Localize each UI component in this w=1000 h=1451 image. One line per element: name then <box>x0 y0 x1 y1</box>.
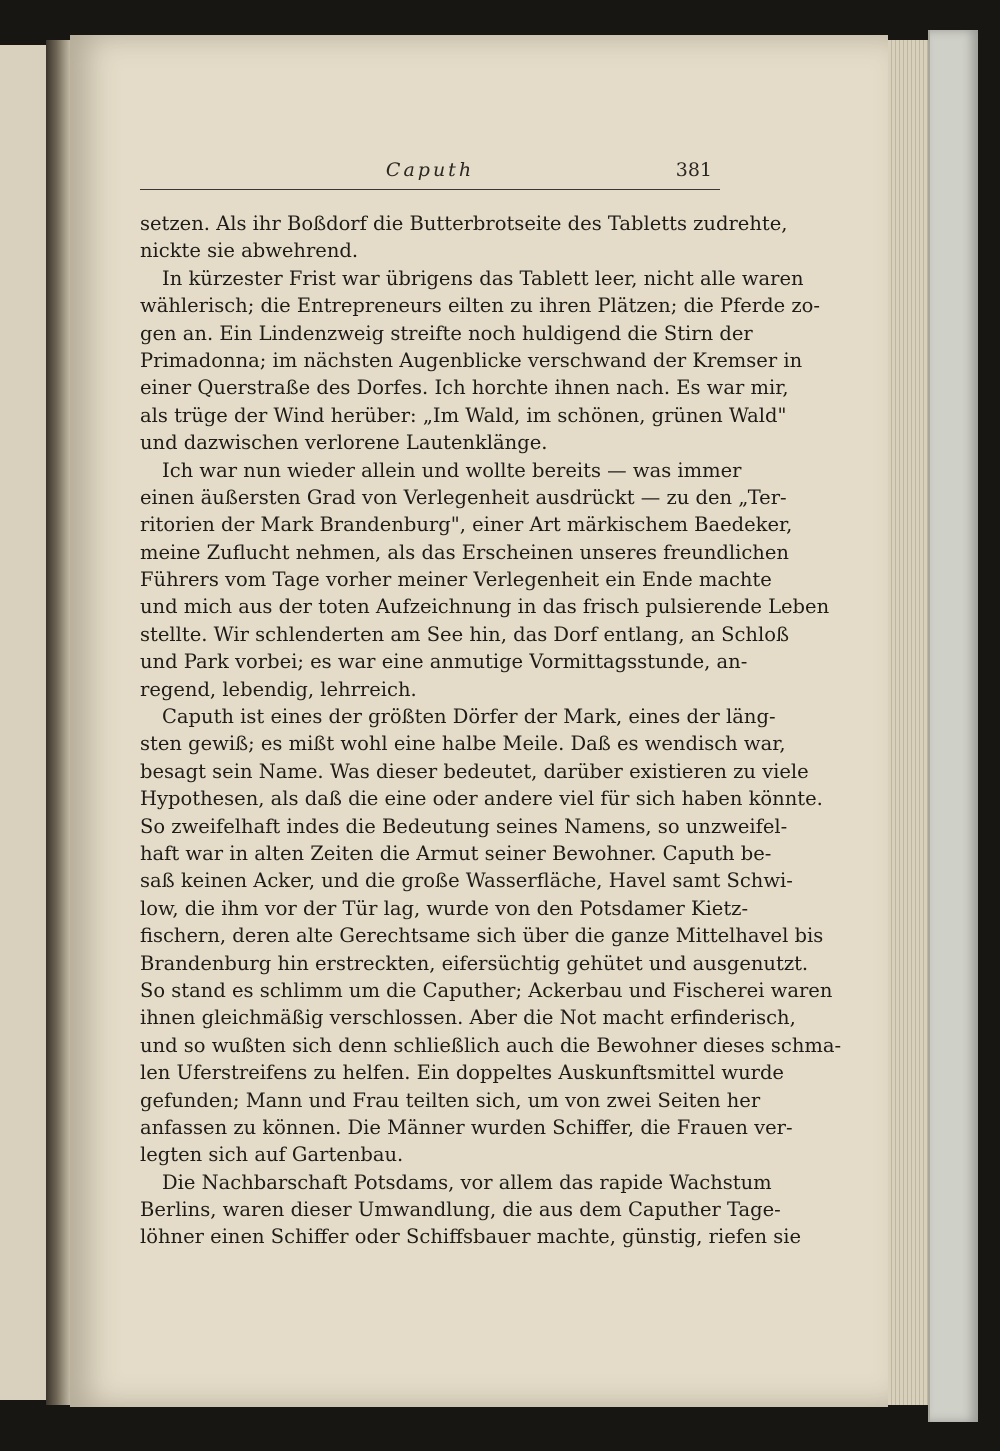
text-line: einen äußersten Grad von Verlegenheit ausdrückt — zu den „Ter- <box>140 485 787 509</box>
text-line: löhner einen Schiffer oder Schiffsbauer machte, günstig, riefen sie <box>140 1225 802 1249</box>
page-header <box>140 155 720 190</box>
text-line: So stand es schlimm um die Caputher; Ackerbau und Fischerei waren <box>140 978 833 1002</box>
text-line: haft war in alten Zeiten die Armut seiner Bewohner. Caputh be- <box>140 841 772 865</box>
text-line: In kürzester Frist war übrigens das Tablett leer, nicht alle waren <box>162 266 804 290</box>
text-line: anfassen zu können. Die Männer wurden Schiffer, die Frauen ver- <box>140 1115 793 1139</box>
book-cover <box>928 30 978 1422</box>
body-text <box>140 210 842 1251</box>
text-line: besagt sein Name. Was dieser bedeutet, darüber existieren zu viele <box>140 759 809 783</box>
running-title: Caputh <box>385 159 475 181</box>
text-line: wählerisch; die Entrepreneurs eilten zu ihren Plätzen; die Pferde zo- <box>140 294 820 318</box>
text-line: Berlins, waren dieser Umwandlung, die aus dem Caputher Tage- <box>140 1198 781 1222</box>
text-line: nickte sie abwehrend. <box>140 239 359 263</box>
text-line: gen an. Ein Lindenzweig streifte noch huldigend die Stirn der <box>140 321 753 345</box>
text-line: setzen. Als ihr Boßdorf die Butterbrotseite des Tabletts zudrehte, <box>140 212 788 235</box>
text-line: sten gewiß; es mißt wohl eine halbe Meile. Daß es wendisch war, <box>140 732 786 756</box>
text-line: als trüge der Wind herüber: „Im Wald, im schönen, grünen Wald" <box>140 403 787 427</box>
page-stack-edge <box>888 40 928 1405</box>
text-line: Die Nachbarschaft Potsdams, vor allem das rapide Wachstum <box>162 1170 772 1194</box>
text-line: Brandenburg hin erstreckten, eifersüchtig gehütet und ausgenutzt. <box>140 951 809 975</box>
text-line: und so wußten sich denn schließlich auch die Bewohner dieses schma- <box>140 1033 842 1057</box>
text-line: Hypothesen, als daß die eine oder andere viel für sich haben könnte. <box>140 787 823 811</box>
text-line: fischern, deren alte Gerechtsame sich über die ganze Mittelhavel bis <box>140 924 824 948</box>
text-line: einer Querstraße des Dorfes. Ich horchte ihnen nach. Es war mir, <box>140 376 789 400</box>
text-line: regend, lebendig, lehrreich. <box>140 677 417 701</box>
text-line: So zweifelhaft indes die Bedeutung seines Namens, so unzweifel- <box>140 814 788 838</box>
text-line: saß keinen Acker, und die große Wasserfläche, Havel samt Schwi- <box>140 869 793 893</box>
text-line: meine Zuflucht nehmen, als das Erscheinen unseres freundlichen <box>140 540 789 564</box>
text-line: Primadonna; im nächsten Augenblicke verschwand der Kremser in <box>140 348 803 372</box>
text-line: stellte. Wir schlenderten am See hin, das Dorf entlang, an Schloß <box>140 622 789 646</box>
text-line: und mich aus der toten Aufzeichnung in das frisch pulsierende Leben <box>140 595 830 619</box>
page-number: 381 <box>675 159 712 181</box>
text-line: ritorien der Mark Brandenburg", einer Art märkischem Baedeker, <box>140 513 793 537</box>
text-line: Caputh ist eines der größten Dörfer der Mark, eines der läng- <box>162 705 776 729</box>
left-page-edge <box>0 45 51 1400</box>
text-line: und dazwischen verlorene Lautenklänge. <box>140 431 548 455</box>
text-line: Ich war nun wieder allein und wollte bereits — was immer <box>162 458 742 482</box>
text-line: low, die ihm vor der Tür lag, wurde von den Potsdamer Kietz- <box>140 896 749 920</box>
book-gutter <box>46 40 72 1405</box>
text-line: gefunden; Mann und Frau teilten sich, um von zwei Seiten her <box>140 1088 761 1112</box>
text-line: ihnen gleichmäßig verschlossen. Aber die Not macht erfinderisch, <box>140 1006 796 1030</box>
text-line: legten sich auf Gartenbau. <box>140 1143 404 1167</box>
text-line: Führers vom Tage vorher meiner Verlegenheit ein Ende machte <box>140 568 772 592</box>
text-line: len Uferstreifens zu helfen. Ein doppeltes Auskunftsmittel wurde <box>140 1061 784 1085</box>
text-line: und Park vorbei; es war eine anmutige Vormittagsstunde, an- <box>140 650 748 674</box>
